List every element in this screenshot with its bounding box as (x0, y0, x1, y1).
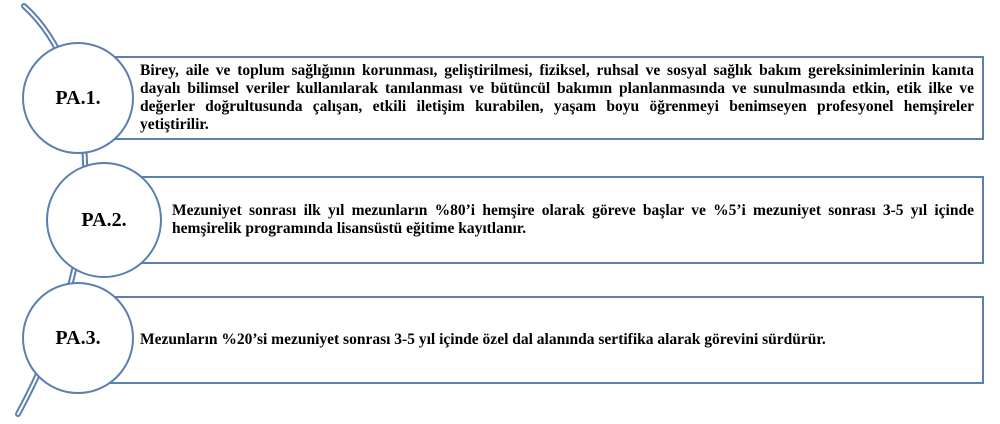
objective-code-pa1: PA.1. (55, 86, 101, 109)
objective-badge-pa3 (22, 282, 134, 394)
objective-code-pa2: PA.2. (81, 208, 127, 231)
objective-badge-pa1 (22, 42, 134, 154)
objective-code-pa3: PA.3. (55, 326, 101, 349)
objective-badge-pa2 (46, 162, 162, 278)
objective-box-pa2 (128, 176, 984, 264)
objective-text-pa1: Birey, aile ve toplum sağlığının korunması, geliştirilmesi, fiziksel, ruhsal ve sosyal sağlık bakım gereksinimlerinin kanıta dayalı bilimsel veriler kullanılarak tanılanması ve bütüncül bakımın planlanmasında ve sunulmasında etkin, etik ilke ve değerler doğrultusunda çalışan, etkili iletişim kurabilen, yaşam boyu öğrenmeyi benimseyen profesyonel hemşireler yetiştirilir. (140, 62, 974, 133)
objective-box-pa3 (108, 296, 984, 384)
objective-box-pa1 (108, 56, 984, 140)
objective-text-pa3: Mezunların %20’si mezuniyet sonrası 3-5 yıl içinde özel dal alanında sertifika alarak görevini sürdürür. (140, 331, 826, 348)
objective-text-pa2: Mezuniyet sonrası ilk yıl mezunların %80’i hemşire olarak göreve başlar ve %5’i mezuniyet sonrası 3-5 yıl içinde hemşirelik programında lisansüstü eğitime kayıtlanır. (172, 202, 974, 237)
